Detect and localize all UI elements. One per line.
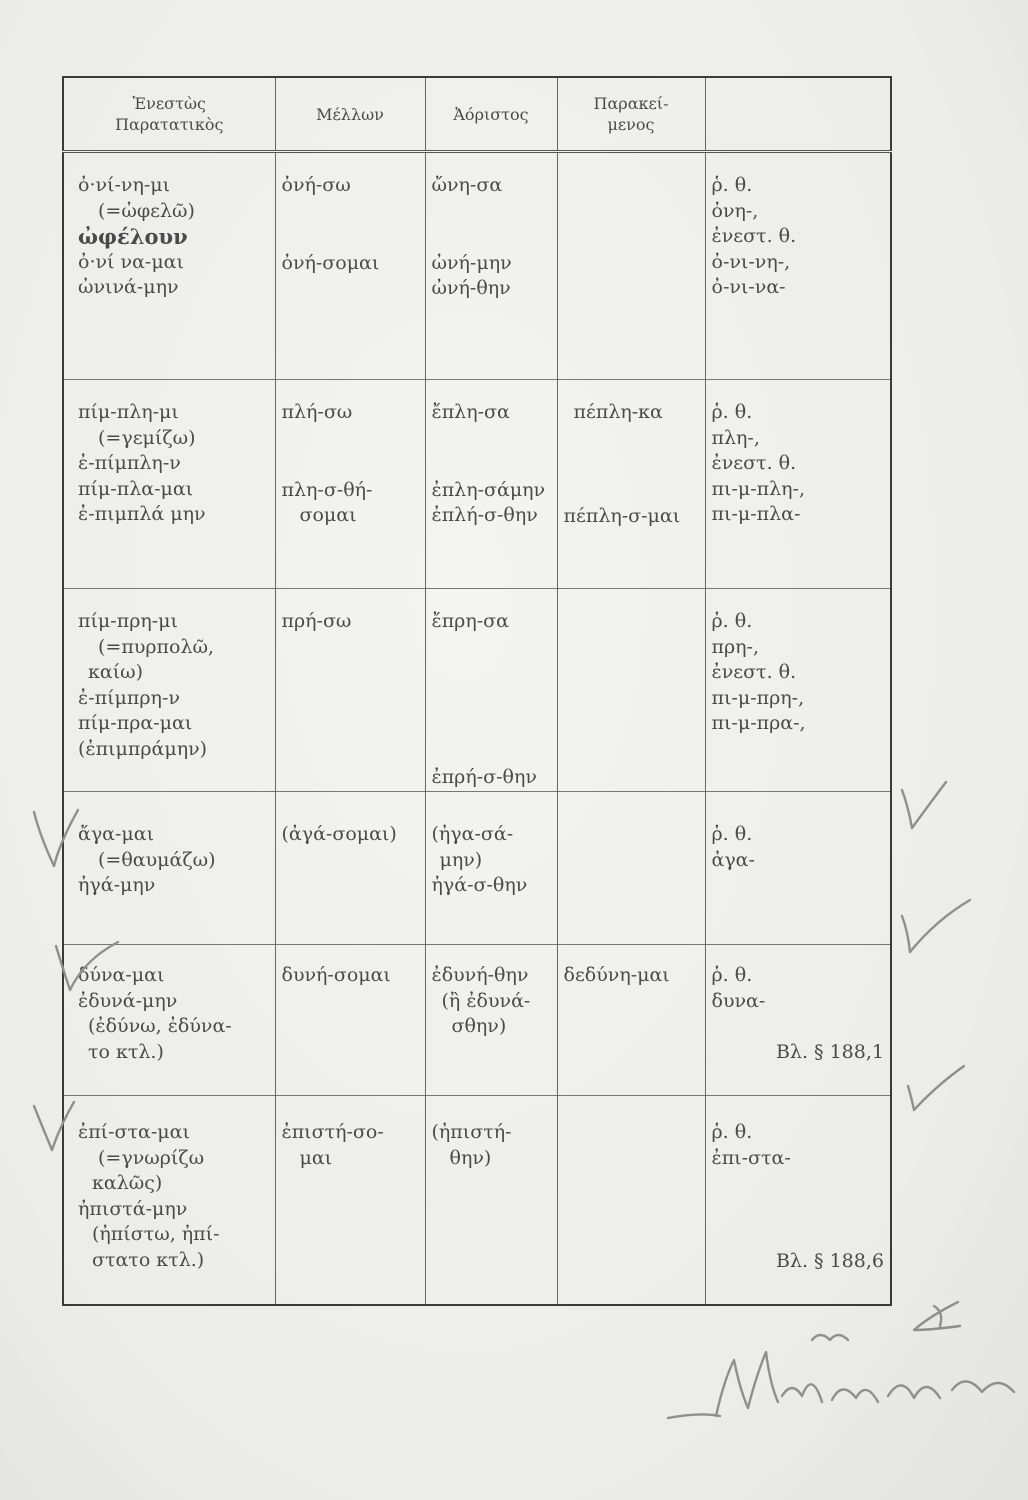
cell-aorist: (ἠπιστή- θην) (425, 1096, 557, 1306)
header-perfect: Παρακεί- μενος (557, 77, 705, 152)
cell-aorist: (ἠγα-σά- μην) ἠγά-σ-θην (425, 792, 557, 945)
cell-perfect: πέπλη-κα πέπλη-σ-μαι (557, 380, 705, 589)
section-reference: Βλ. § 188,1 (775, 1041, 884, 1063)
section-reference: Βλ. § 188,6 (775, 1250, 884, 1272)
cell-stem: ῥ. θ. ἐπι-στα- Βλ. § 188,6 (705, 1096, 891, 1306)
cell-present: ὀ·νί-νη-μι (=ὠφελῶ) ὠφέλουν ὀ·νί να-μαι ὠνινά-μην (63, 152, 275, 380)
cell-present: πίμ-πρη-μι (=πυρπολῶ, καίω) ἐ-πίμπρη-ν πίμ-πρα-μαι (ἐπιμπράμην) (63, 589, 275, 792)
cell-present: δύνα-μαι ἐδυνά-μην (ἐδύνω, ἐδύνα- το κτλ.) (63, 945, 275, 1096)
header-aorist: Ἀόριστος (425, 77, 557, 152)
cell-aorist: ὤνη-σα ὠνή-μην ὠνή-θην (425, 152, 557, 380)
cell-present: ἐπί-στα-μαι (=γνωρίζω καλῶς) ἠπιστά-μην (ἠπίστω, ἠπί- στατο κτλ.) (63, 1096, 275, 1306)
arrow-icon (914, 1302, 960, 1330)
cell-stem: ῥ. θ. ὀνη-, ἐνεστ. θ. ὀ-νι-νη-, ὀ-νι-να- (705, 152, 891, 380)
cell-present: ἄγα-μαι (=θαυμάζω) ἠγά-μην (63, 792, 275, 945)
checkmark-icon (34, 1102, 74, 1150)
cell-future: πρή-σω (275, 589, 425, 792)
cell-future: πλή-σω πλη-σ-θή- σομαι (275, 380, 425, 589)
cell-perfect: δεδύνη-μαι (557, 945, 705, 1096)
cell-future: ὀνή-σω ὀνή-σομαι (275, 152, 425, 380)
cell-stem: ῥ. θ. πρη-, ἐνεστ. θ. πι-μ-πρη-, πι-μ-πρα-, (705, 589, 891, 792)
checkmark-icon (902, 900, 970, 952)
checkmark-icon (902, 782, 946, 828)
checkmark-icon (56, 942, 118, 990)
cell-aorist: ἔπλη-σα ἐπλη-σάμην ἐπλή-σ-θην (425, 380, 557, 589)
cell-future: ἐπιστή-σο- μαι (275, 1096, 425, 1306)
cell-stem: ῥ. θ. πλη-, ἐνεστ. θ. πι-μ-πλη-, πι-μ-πλα- (705, 380, 891, 589)
cell-aorist: ἔπρη-σα ἐπρή-σ-θην (425, 589, 557, 792)
header-future: Μέλλων (275, 77, 425, 152)
cell-future: (ἀγά-σομαι) (275, 792, 425, 945)
cell-aorist: ἐδυνή-θην (ἢ ἐδυνά- σθην) (425, 945, 557, 1096)
cell-stem: ῥ. θ. δυνα- Βλ. § 188,1 (705, 945, 891, 1096)
checkmark-icon (908, 1066, 964, 1110)
cell-stem: ῥ. θ. ἀγα- (705, 792, 891, 945)
header-present-imperfect: Ἐνεστὼς Παρατατικὸς (63, 77, 275, 152)
checkmark-icon (34, 810, 78, 866)
cell-present: πίμ-πλη-μι (=γεμίζω) ἐ-πίμπλη-ν πίμ-πλα-μαι ἐ-πιμπλά μην (63, 380, 275, 589)
cell-future: δυνή-σομαι (275, 945, 425, 1096)
